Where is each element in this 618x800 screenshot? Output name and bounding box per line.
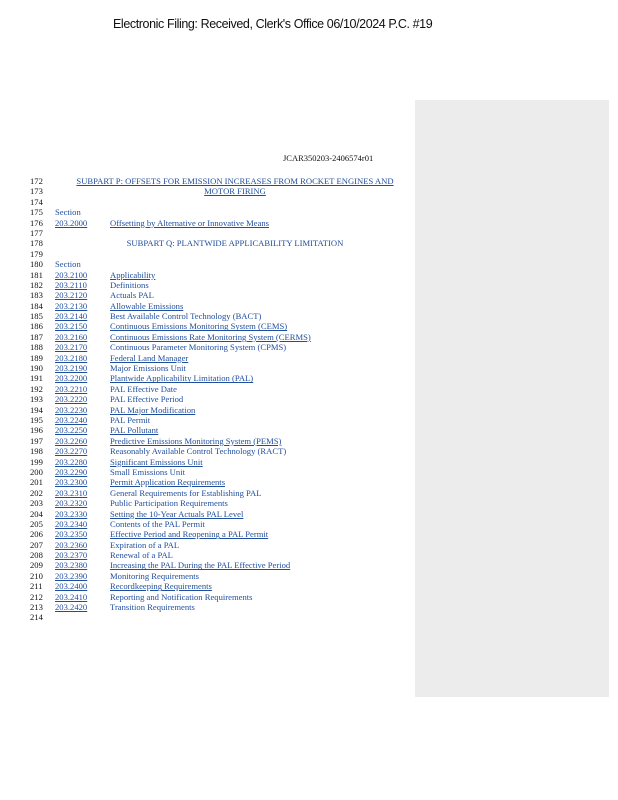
section-entry (30, 405, 415, 415)
section-title: Small Emissions Unit (110, 466, 185, 477)
section-title: Public Participation Requirements (110, 498, 228, 509)
line-number: 188 (30, 342, 43, 353)
subpart-q-heading: SUBPART Q: PLANTWIDE APPLICABILITY LIMITATION (126, 238, 344, 249)
section-entry (30, 280, 415, 290)
document-line (30, 197, 415, 207)
section-entry (30, 446, 415, 456)
line-number: 207 (30, 539, 43, 550)
section-entry (30, 270, 415, 280)
document-line (30, 612, 415, 622)
line-number: 197 (30, 435, 43, 446)
section-title: Reporting and Notification Requirements (110, 591, 253, 602)
section-title: PAL Effective Date (110, 383, 177, 394)
section-entry (30, 384, 415, 394)
line-number: 195 (30, 414, 43, 425)
document-body (30, 176, 415, 623)
subpart-p-heading-cont[interactable]: MOTOR FIRING (204, 186, 266, 197)
line-number: 206 (30, 529, 43, 540)
section-title: PAL Effective Period (110, 394, 184, 405)
document-line (30, 249, 415, 259)
section-number-link[interactable]: 203.2140 (55, 311, 88, 322)
section-entry (30, 519, 415, 529)
line-number: 193 (30, 394, 43, 405)
section-title: Best Available Control Technology (BACT) (110, 311, 262, 322)
line-number: 192 (30, 383, 43, 394)
section-entry (30, 488, 415, 498)
section-number-link[interactable]: 203.2290 (55, 466, 88, 477)
section-number-link[interactable]: 203.2220 (55, 394, 88, 405)
line-number: 172 (30, 176, 43, 186)
section-number-link[interactable]: 203.2150 (55, 321, 88, 332)
section-entry (30, 602, 415, 612)
section-entry (30, 509, 415, 519)
section-title: Reasonably Available Control Technology (RACT) (110, 446, 287, 457)
section-title: PAL Permit (110, 414, 151, 425)
section-entry (30, 592, 415, 602)
section-title[interactable]: Setting the 10-Year Actuals PAL Level (110, 508, 244, 519)
line-number: 191 (30, 373, 43, 384)
section-title[interactable]: Recordkeeping Requirements (110, 581, 212, 592)
section-entry (30, 425, 415, 435)
section-title[interactable]: Predictive Emissions Monitoring System (PEMS) (110, 435, 282, 446)
line-number: 205 (30, 518, 43, 529)
section-entry (30, 550, 415, 560)
section-number-link[interactable]: 203.2340 (55, 518, 88, 529)
section-entry (30, 290, 415, 300)
document-line (30, 176, 415, 186)
document-line (30, 207, 415, 217)
section-number-link[interactable]: 203.2200 (55, 373, 88, 384)
line-number: 177 (30, 227, 43, 238)
line-number: 198 (30, 446, 43, 457)
section-number-link[interactable]: 203.2270 (55, 446, 88, 457)
section-number-link[interactable]: 203.2360 (55, 539, 88, 550)
line-number: 194 (30, 404, 43, 415)
section-title[interactable]: Effective Period and Reopening a PAL Permit (110, 529, 269, 540)
section-number-link[interactable]: 203.2100 (55, 269, 88, 280)
section-title: General Requirements for Establishing PAL (110, 487, 262, 498)
line-number: 173 (30, 186, 43, 197)
line-number: 213 (30, 602, 43, 613)
document-line (30, 228, 415, 238)
line-number: 199 (30, 456, 43, 467)
section-number-link[interactable]: 203.2320 (55, 498, 88, 509)
section-title[interactable]: Allowable Emissions (110, 300, 184, 311)
section-number-link[interactable]: 203.2170 (55, 342, 88, 353)
section-title: Continuous Parameter Monitoring System (CPMS) (110, 342, 287, 353)
section-label: Section (55, 259, 81, 270)
section-number-link[interactable]: 203.2310 (55, 487, 88, 498)
section-number-link[interactable]: 203.2410 (55, 591, 88, 602)
filing-stamp: Electronic Filing: Received, Clerk's Office 06/10/2024 P.C. #19 (113, 17, 433, 31)
section-entry (30, 301, 415, 311)
section-title: Contents of the PAL Permit (110, 518, 205, 529)
section-number-link[interactable]: 203.2280 (55, 456, 88, 467)
section-entry (30, 363, 415, 373)
section-entry (30, 560, 415, 570)
line-number: 179 (30, 248, 43, 259)
section-entry (30, 394, 415, 404)
line-number: 182 (30, 279, 43, 290)
section-title[interactable]: Plantwide Applicability Limitation (PAL) (110, 373, 254, 384)
section-number-link[interactable]: 203.2370 (55, 550, 88, 561)
section-number-link[interactable]: 203.2420 (55, 602, 88, 613)
section-entry (30, 529, 415, 539)
section-number-link[interactable]: 203.2230 (55, 404, 88, 415)
line-number: 181 (30, 269, 43, 280)
line-number: 214 (30, 612, 43, 623)
line-number: 204 (30, 508, 43, 519)
section-title: Monitoring Requirements (110, 570, 200, 581)
section-entry (30, 540, 415, 550)
line-number: 183 (30, 290, 43, 301)
section-number-link[interactable]: 203.2180 (55, 352, 88, 363)
section-number-link[interactable]: 203.2260 (55, 435, 88, 446)
document-line (30, 259, 415, 269)
section-title[interactable]: PAL Pollutant (110, 425, 159, 436)
document-line (30, 218, 415, 228)
document-line (30, 186, 415, 196)
section-title: Actuals PAL (110, 290, 154, 301)
section-entry (30, 373, 415, 383)
section-entry (30, 571, 415, 581)
line-number: 178 (30, 238, 43, 249)
section-title[interactable]: PAL Major Modification (110, 404, 196, 415)
line-number: 180 (30, 259, 43, 270)
line-number: 212 (30, 591, 43, 602)
section-title: Expiration of a PAL (110, 539, 180, 550)
section-title: Major Emissions Unit (110, 363, 186, 374)
section-entry (30, 436, 415, 446)
section-number-link[interactable]: 203.2390 (55, 570, 88, 581)
section-title[interactable]: Significant Emissions Unit (110, 456, 203, 467)
section-entry (30, 311, 415, 321)
section-number-link[interactable]: 203.2240 (55, 414, 88, 425)
line-number: 208 (30, 550, 43, 561)
section-number-link[interactable]: 203.2300 (55, 477, 88, 488)
section-entry (30, 477, 415, 487)
section-number-link[interactable]: 203.2350 (55, 529, 88, 540)
section-entry (30, 353, 415, 363)
section-number-link[interactable]: 203.2330 (55, 508, 88, 519)
section-label: Section (55, 207, 81, 218)
section-number-link[interactable]: 203.2130 (55, 300, 88, 311)
section-title: Renewal of a PAL (110, 550, 173, 561)
section-number-link[interactable]: 203.2110 (55, 279, 87, 290)
line-number: 190 (30, 363, 43, 374)
section-title[interactable]: Federal Land Manager (110, 352, 189, 363)
section-entry (30, 467, 415, 477)
line-number: 185 (30, 311, 43, 322)
document-line (30, 238, 415, 248)
line-number: 176 (30, 217, 43, 228)
section-number-link[interactable]: 203.2250 (55, 425, 88, 436)
line-number: 175 (30, 207, 43, 218)
section-entry (30, 581, 415, 591)
line-number: 187 (30, 331, 43, 342)
section-number-link[interactable]: 203.2400 (55, 581, 88, 592)
section-entry (30, 342, 415, 352)
section-number-link[interactable]: 203.2160 (55, 331, 88, 342)
section-number-link[interactable]: 203.2380 (55, 560, 88, 571)
section-title-link[interactable]: Offsetting by Alternative or Innovative Means (110, 217, 270, 228)
section-entry (30, 498, 415, 508)
subpart-p-heading[interactable]: SUBPART P: OFFSETS FOR EMISSION INCREASES FROM ROCKET ENGINES AND (76, 176, 394, 186)
line-number: 211 (30, 581, 43, 592)
section-title: Definitions (110, 279, 149, 290)
section-number-link[interactable]: 203.2000 (55, 217, 88, 228)
line-number: 196 (30, 425, 43, 436)
section-title[interactable]: Permit Application Requirements (110, 477, 226, 488)
section-title[interactable]: Continuous Emissions Rate Monitoring System (CERMS) (110, 331, 311, 342)
line-number: 203 (30, 498, 43, 509)
section-entry (30, 415, 415, 425)
line-number: 174 (30, 196, 43, 207)
section-entry (30, 332, 415, 342)
comment-margin (415, 100, 609, 697)
line-number: 200 (30, 466, 43, 477)
section-number-link[interactable]: 203.2210 (55, 383, 88, 394)
section-number-link[interactable]: 203.2190 (55, 363, 88, 374)
section-title[interactable]: Continuous Emissions Monitoring System (CEMS) (110, 321, 288, 332)
line-number: 186 (30, 321, 43, 332)
section-entry (30, 321, 415, 331)
section-title: Transition Requirements (110, 602, 195, 613)
line-number: 201 (30, 477, 43, 488)
section-title[interactable]: Increasing the PAL During the PAL Effective Period (110, 560, 291, 571)
section-title[interactable]: Applicability (110, 269, 156, 280)
document-code: JCAR350203-2406574r01 (283, 153, 374, 163)
line-number: 189 (30, 352, 43, 363)
section-entry (30, 457, 415, 467)
line-number: 184 (30, 300, 43, 311)
line-number: 202 (30, 487, 43, 498)
line-number: 209 (30, 560, 43, 571)
section-list (30, 270, 415, 613)
section-number-link[interactable]: 203.2120 (55, 290, 88, 301)
line-number: 210 (30, 570, 43, 581)
